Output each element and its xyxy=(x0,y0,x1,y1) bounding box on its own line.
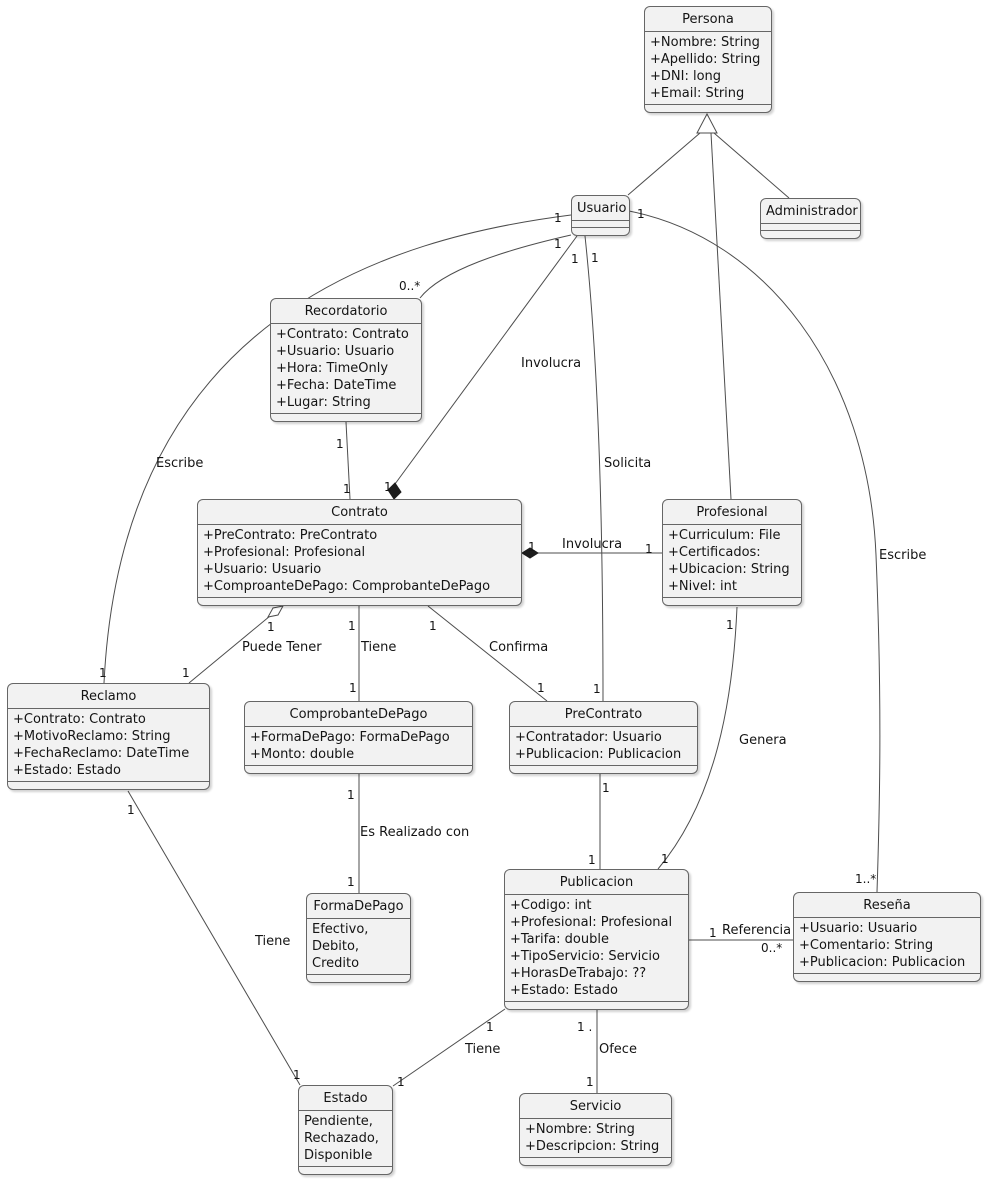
class-members xyxy=(307,919,410,975)
multiplicity-label: 1 xyxy=(602,781,610,795)
class-member: Debito, xyxy=(312,939,360,954)
class-title: Reclamo xyxy=(8,684,209,709)
class-footer xyxy=(572,228,629,235)
multiplicity-label: 1 xyxy=(336,437,344,451)
multiplicity-label: 1 xyxy=(554,237,562,251)
class-footer xyxy=(299,1167,392,1174)
class-member: +Nombre: String xyxy=(525,1122,635,1137)
edge-label: Involucra xyxy=(562,537,623,552)
multiplicity-label: 1 xyxy=(591,251,599,265)
class-estado xyxy=(298,1085,393,1175)
class-footer xyxy=(271,414,421,421)
class-member: +Curriculum: File xyxy=(668,528,781,543)
class-member: +Certificados: xyxy=(668,545,761,560)
multiplicity-label: 1 xyxy=(127,803,135,817)
multiplicity-label: 1 xyxy=(347,875,355,889)
multiplicity-label: 0..* xyxy=(399,279,421,293)
class-precontrato xyxy=(509,701,698,774)
edge-label: Solicita xyxy=(604,456,652,471)
class-member: +Estado: Estado xyxy=(13,763,121,778)
class-servicio xyxy=(519,1093,672,1166)
class-title: Contrato xyxy=(198,500,521,525)
class-contrato xyxy=(197,499,522,606)
class-member: Rechazado, xyxy=(304,1131,379,1146)
class-members xyxy=(645,32,771,105)
class-member: +DNI: long xyxy=(650,69,722,84)
class-member: +ComproanteDePago: ComprobanteDePago xyxy=(203,579,491,594)
class-title: Profesional xyxy=(663,500,801,525)
class-member: +HorasDeTrabajo: ?? xyxy=(510,966,647,981)
edge-label: Genera xyxy=(739,733,787,748)
class-member: +TipoServicio: Servicio xyxy=(510,949,660,964)
class-members xyxy=(245,727,472,766)
class-footer xyxy=(505,1002,688,1009)
class-member: +Publicacion: Publicacion xyxy=(799,955,966,970)
class-members xyxy=(794,918,980,974)
multiplicity-label: 1 xyxy=(645,542,653,556)
class-administrador xyxy=(760,198,861,239)
class-footer xyxy=(8,782,209,789)
multiplicity-label: 1 xyxy=(384,480,392,494)
class-member: Pendiente, xyxy=(304,1114,373,1129)
class-members xyxy=(271,324,421,414)
edge-label: Involucra xyxy=(521,356,582,371)
edge-label: Tiene xyxy=(255,934,291,949)
class-title: Reseña xyxy=(794,893,980,918)
multiplicity-label: 1 xyxy=(267,620,275,634)
multiplicity-label: 1 xyxy=(726,618,734,632)
class-resena xyxy=(793,892,981,982)
class-member: Efectivo, xyxy=(312,922,369,937)
multiplicity-label: 1 xyxy=(182,666,190,680)
class-footer xyxy=(307,975,410,982)
class-footer xyxy=(198,598,521,605)
multiplicity-label: 1 xyxy=(528,540,536,554)
class-members xyxy=(572,221,629,228)
multiplicity-label: 1 xyxy=(397,1075,405,1089)
class-footer xyxy=(520,1158,671,1165)
class-recordatorio xyxy=(270,298,422,422)
multiplicity-label: 1 xyxy=(571,252,579,266)
class-member: +Nivel: int xyxy=(668,579,737,594)
multiplicity-label: 1 xyxy=(637,207,645,221)
multiplicity-label: 1 . xyxy=(577,1020,593,1034)
class-member: +FormaDePago: FormaDePago xyxy=(250,730,450,745)
class-title: Estado xyxy=(299,1086,392,1111)
edge-label: Puede Tener xyxy=(242,640,322,655)
class-member: +Nombre: String xyxy=(650,35,760,50)
multiplicity-label: 0..* xyxy=(761,941,783,955)
class-title: Administrador xyxy=(761,199,860,224)
multiplicity-label: 1 xyxy=(661,852,669,866)
class-member: +Descripcion: String xyxy=(525,1139,660,1154)
class-member: +Hora: TimeOnly xyxy=(276,361,389,376)
multiplicity-label: 1 xyxy=(343,482,351,496)
class-footer xyxy=(794,974,980,981)
class-members xyxy=(663,525,801,598)
class-publicacion xyxy=(504,869,689,1010)
multiplicity-label: 1 xyxy=(349,681,357,695)
class-member: +Email: String xyxy=(650,86,745,101)
multiplicity-label: 1 xyxy=(293,1068,301,1082)
class-footer xyxy=(761,231,860,238)
class-member: +Usuario: Usuario xyxy=(799,921,918,936)
class-member: +FechaReclamo: DateTime xyxy=(13,746,190,761)
class-footer xyxy=(510,766,697,773)
class-title: ComprobanteDePago xyxy=(245,702,472,727)
class-member: +MotivoReclamo: String xyxy=(13,729,171,744)
edge-label: Escribe xyxy=(879,548,927,563)
class-title: Persona xyxy=(645,7,771,32)
class-title: Usuario xyxy=(572,196,629,221)
class-members xyxy=(761,224,860,231)
class-member: Credito xyxy=(312,956,360,971)
class-member: +PreContrato: PreContrato xyxy=(203,528,378,543)
class-members xyxy=(510,727,697,766)
class-profesional xyxy=(662,499,802,606)
multiplicity-label: 1 xyxy=(429,619,437,633)
edge-label: Confirma xyxy=(489,640,549,655)
class-member: +Publicacion: Publicacion xyxy=(515,747,682,762)
edge-label: Ofece xyxy=(599,1042,637,1057)
multiplicity-label: 1 xyxy=(348,619,356,633)
class-member: +Contrato: Contrato xyxy=(13,712,146,727)
class-members xyxy=(299,1111,392,1167)
class-member: +Contratador: Usuario xyxy=(515,730,662,745)
class-member: +Ubicacion: String xyxy=(668,562,790,577)
class-member: +Codigo: int xyxy=(510,898,592,913)
class-member: +Lugar: String xyxy=(276,395,371,410)
class-member: +Comentario: String xyxy=(799,938,934,953)
class-member: +Usuario: Usuario xyxy=(203,562,322,577)
class-member: +Monto: double xyxy=(250,747,355,762)
class-footer xyxy=(645,105,771,112)
class-title: Servicio xyxy=(520,1094,671,1119)
multiplicity-label: 1..* xyxy=(855,872,877,886)
multiplicity-label: 1 xyxy=(554,211,562,225)
class-member: +Contrato: Contrato xyxy=(276,327,409,342)
multiplicity-label: 1 xyxy=(593,682,601,696)
class-member: +Usuario: Usuario xyxy=(276,344,395,359)
class-title: Recordatorio xyxy=(271,299,421,324)
multiplicity-label: 1 xyxy=(537,681,545,695)
edge-label: Es Realizado con xyxy=(360,825,470,840)
class-member: +Fecha: DateTime xyxy=(276,378,397,393)
class-persona xyxy=(644,6,772,113)
class-footer xyxy=(663,598,801,605)
class-formadepago xyxy=(306,893,411,983)
class-member: +Apellido: String xyxy=(650,52,761,67)
class-usuario xyxy=(571,195,630,236)
multiplicity-label: 1 xyxy=(486,1020,494,1034)
class-comprobantedepago xyxy=(244,701,473,774)
class-member: Disponible xyxy=(304,1148,373,1163)
edge-label: Tiene xyxy=(361,640,397,655)
class-title: PreContrato xyxy=(510,702,697,727)
class-members xyxy=(198,525,521,598)
class-member: +Estado: Estado xyxy=(510,983,618,998)
class-member: +Profesional: Profesional xyxy=(510,915,673,930)
class-reclamo xyxy=(7,683,210,790)
multiplicity-label: 1 xyxy=(709,926,717,940)
class-members xyxy=(505,895,688,1002)
multiplicity-label: 1 xyxy=(586,1075,594,1089)
class-footer xyxy=(245,766,472,773)
edge-label: Referencia xyxy=(722,923,792,938)
class-title: FormaDePago xyxy=(307,894,410,919)
class-member: +Profesional: Profesional xyxy=(203,545,366,560)
class-title: Publicacion xyxy=(505,870,688,895)
multiplicity-label: 1 xyxy=(347,788,355,802)
multiplicity-label: 1 xyxy=(99,666,107,680)
class-members xyxy=(8,709,209,782)
edge-label: Tiene xyxy=(465,1042,501,1057)
class-members xyxy=(520,1119,671,1158)
class-member: +Tarifa: double xyxy=(510,932,609,947)
edge-label: Escribe xyxy=(156,456,204,471)
multiplicity-label: 1 xyxy=(588,853,596,867)
